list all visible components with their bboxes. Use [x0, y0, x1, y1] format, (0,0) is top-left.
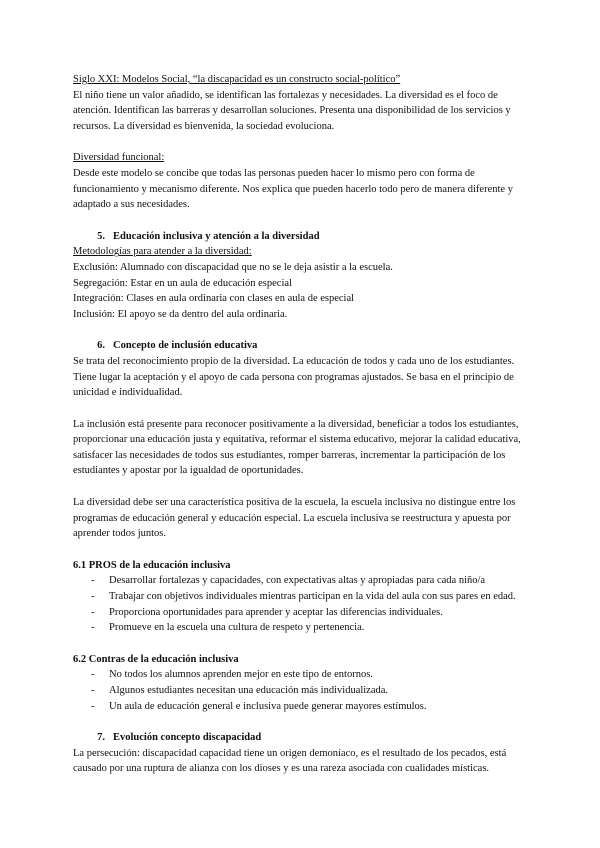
list-item [73, 589, 533, 605]
list-item-text: Proporciona oportunidades para aprender y aceptar las diferencias individuales. [109, 606, 443, 618]
list-item [73, 620, 533, 636]
heading-text: Concepto de inclusión educativa [113, 340, 258, 352]
metodologia-line: Segregación: Estar en un aula de educación especial [73, 277, 292, 289]
section-title-siglo-xxi: Siglo XXI: Modelos Social, “la discapacidad es un constructo social-político” [73, 74, 401, 85]
document-page [73, 72, 533, 777]
list-item [73, 605, 533, 621]
bullet-dash: - [91, 622, 95, 634]
list-item [73, 573, 533, 589]
bullet-dash: - [91, 591, 95, 603]
heading-section-7 [73, 730, 533, 746]
paragraph: Se trata del reconocimiento propio de la diversidad. La educación de todos y cada uno de los estudiantes. Tiene lugar la aceptación y el apoyo de cada persona con programas ajustados. Se basa en el principio de unicidad e individualidad. [73, 355, 515, 399]
list-item-text: Un aula de educación general e inclusiva puede generar mayores estímulos. [109, 700, 427, 712]
section-body-siglo-xxi: El niño tiene un valor añadido, se identifican las fortalezas y necesidades. La diversidad es el foco de atención. Identifican las barreras y desarrollan soluciones. Presenta una disponibilidad de los servicios y recursos. La diversidad es bienvenida, la sociedad evoluciona. [73, 89, 511, 132]
heading-text: Educación inclusiva y atención a la diversidad [113, 230, 320, 242]
bullet-dash: - [91, 669, 95, 681]
section-siglo-xxi [73, 72, 533, 134]
section-body-diversidad-funcional: Desde este modelo se concibe que todas las personas pueden hacer lo mismo pero con forma de funcionamiento y mecanismo diferente. Nos explica que pueden hacerlo todo pero de manera diferente y adaptado a sus necesidades. [73, 167, 513, 211]
bullet-dash: - [91, 700, 95, 712]
paragraph: La diversidad debe ser una característica positiva de la escuela, la escuela inclusiva no distingue entre los programas de educación general y educación especial. La escuela inclusiva se reestructura y apuesta por aprender todos juntos. [73, 497, 516, 540]
bullet-dash: - [91, 685, 95, 696]
heading-section-5 [73, 229, 533, 245]
section-title-diversidad-funcional: Diversidad funcional: [73, 152, 165, 164]
pros-list [73, 573, 533, 635]
heading-number: 7. [97, 732, 105, 744]
metodologia-line: Inclusión: El apoyo se da dentro del aula ordinaria. [73, 308, 288, 320]
list-item-text: No todos los alumnos aprenden mejor en este tipo de entornos. [109, 669, 373, 681]
list-item [73, 699, 533, 715]
list-item-text: Algunos estudiantes necesitan una educación más individualizada. [109, 685, 389, 696]
list-item [73, 667, 533, 683]
cons-list [73, 667, 533, 714]
paragraph: La inclusión está presente para reconocer positivamente a la diversidad, beneficiar a todos los estudiantes, proporcionar una educación justa y equitativa, reformar el sistema educativo, mejorar la calidad educativa, satisfacer las necesidades de todos sus estudiantes, romper barreras, incrementar la participación de los estudiantes y apostar por la igualdad de oportunidades. [73, 418, 521, 477]
metodologia-line: Exclusión: Alumnado con discapacidad que no se le deja asistir a la escuela. [73, 261, 393, 273]
list-item-text: Trabajar con objetivos individuales mientras participan en la vida del aula con sus pares en edad. [109, 591, 516, 603]
paragraph: La persecución: discapacidad capacidad tiene un origen demoníaco, es el resultado de los pecados, está causado por una ruptura de alianza con los dioses y es una rareza asociada con cualidades místicas. [73, 747, 507, 775]
list-item-text: Promueve en la escuela una cultura de respeto y pertenencia. [109, 622, 365, 634]
list-item-text: Desarrollar fortalezas y capacidades, con expectativas altas y apropiadas para cada niño/a [109, 575, 486, 587]
bullet-dash: - [91, 606, 95, 618]
heading-section-6-2: 6.2 Contras de la educación inclusiva [73, 653, 239, 665]
bullet-dash: - [91, 575, 95, 587]
metodologia-line: Integración: Clases en aula ordinaria con clases en aula de especial [73, 293, 355, 305]
subheading-metodologias: Metodologías para atender a la diversidad: [73, 246, 252, 258]
list-item [73, 683, 533, 699]
heading-section-6 [73, 338, 533, 354]
heading-section-6-1: 6.1 PROS de la educación inclusiva [73, 559, 231, 571]
section-diversidad-funcional [73, 150, 533, 212]
heading-text: Evolución concepto discapacidad [113, 732, 262, 744]
heading-number: 6. [97, 340, 105, 352]
heading-number: 5. [97, 230, 105, 242]
